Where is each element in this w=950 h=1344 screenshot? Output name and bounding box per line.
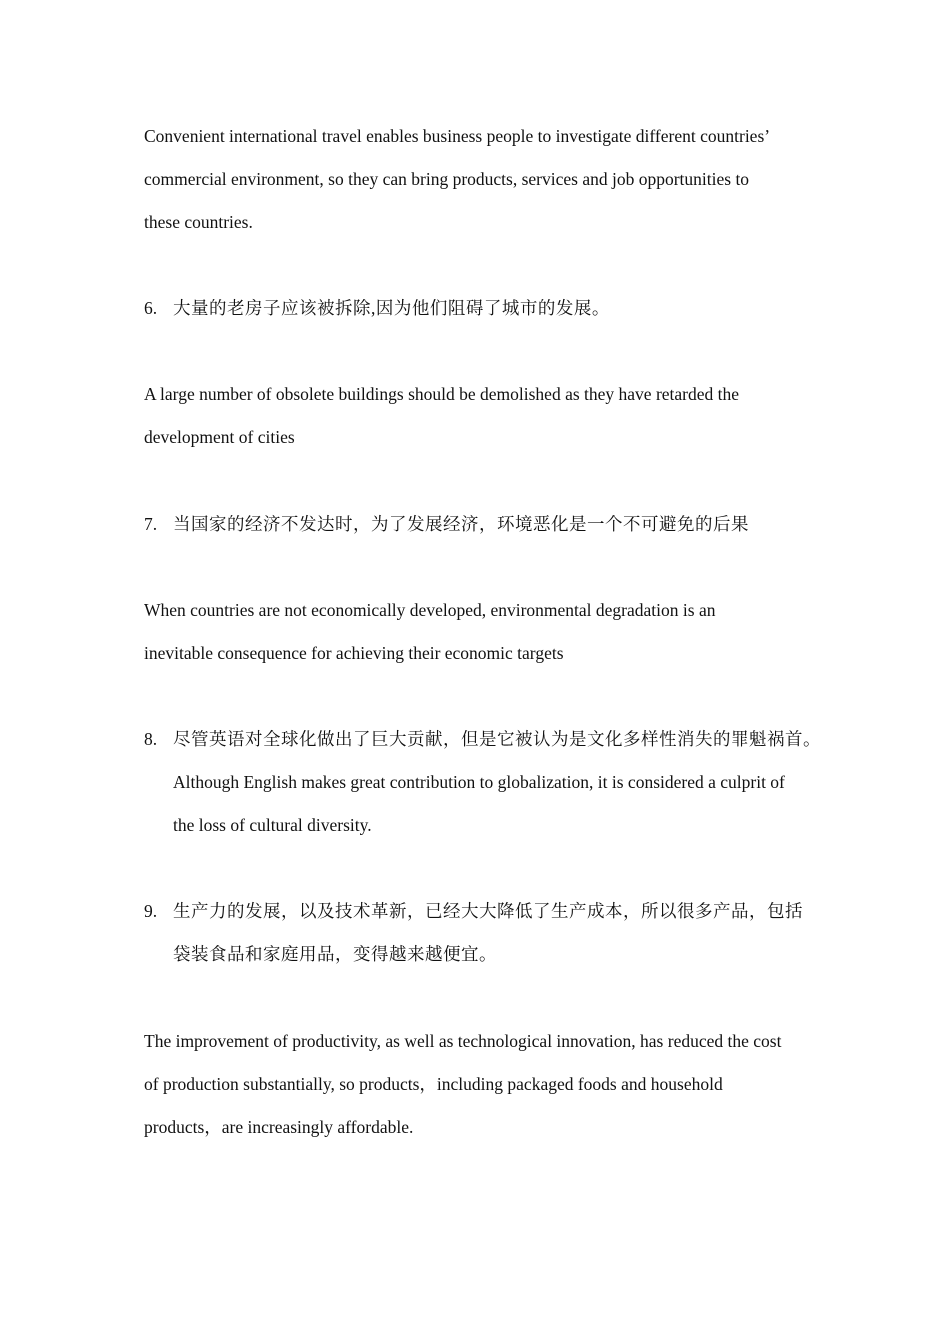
chinese-sentence: 尽管英语对全球化做出了巨大贡献，但是它被认为是文化多样性消失的罪魁祸首。 [173, 729, 821, 749]
english-translation: The improvement of productivity, as well as technological innovation, has reduced the cost [144, 1031, 782, 1051]
item-number: 6. [144, 298, 158, 318]
paragraph-line: these countries. [144, 212, 253, 232]
item-number: 8. [144, 729, 158, 749]
english-translation: inevitable consequence for achieving their economic targets [144, 643, 564, 663]
chinese-sentence: 当国家的经济不发达时，为了发展经济，环境恶化是一个不可避免的后果 [173, 514, 749, 534]
english-translation: Although English makes great contribution to globalization, it is considered a culprit of [173, 772, 785, 792]
paragraph-line: Convenient international travel enables business people to investigate different countries’ [144, 126, 771, 146]
chinese-sentence: 袋装食品和家庭用品，变得越来越便宜。 [173, 944, 497, 964]
chinese-sentence: 大量的老房子应该被拆除,因为他们阻碍了城市的发展。 [173, 298, 610, 318]
english-translation: of production substantially, so products，including packaged foods and household [144, 1074, 723, 1094]
english-translation: A large number of obsolete buildings should be demolished as they have retarded the [144, 384, 740, 404]
paragraph-line: commercial environment, so they can bring products, services and job opportunities to [144, 169, 750, 189]
item-number: 7. [144, 514, 158, 534]
chinese-sentence: 生产力的发展，以及技术革新，已经大大降低了生产成本，所以很多产品，包括 [173, 901, 803, 921]
english-translation: When countries are not economically developed, environmental degradation is an [144, 600, 716, 620]
item-number: 9. [144, 901, 158, 921]
english-translation: the loss of cultural diversity. [173, 815, 372, 835]
english-translation: products，are increasingly affordable. [144, 1117, 414, 1137]
english-translation: development of cities [144, 427, 295, 447]
